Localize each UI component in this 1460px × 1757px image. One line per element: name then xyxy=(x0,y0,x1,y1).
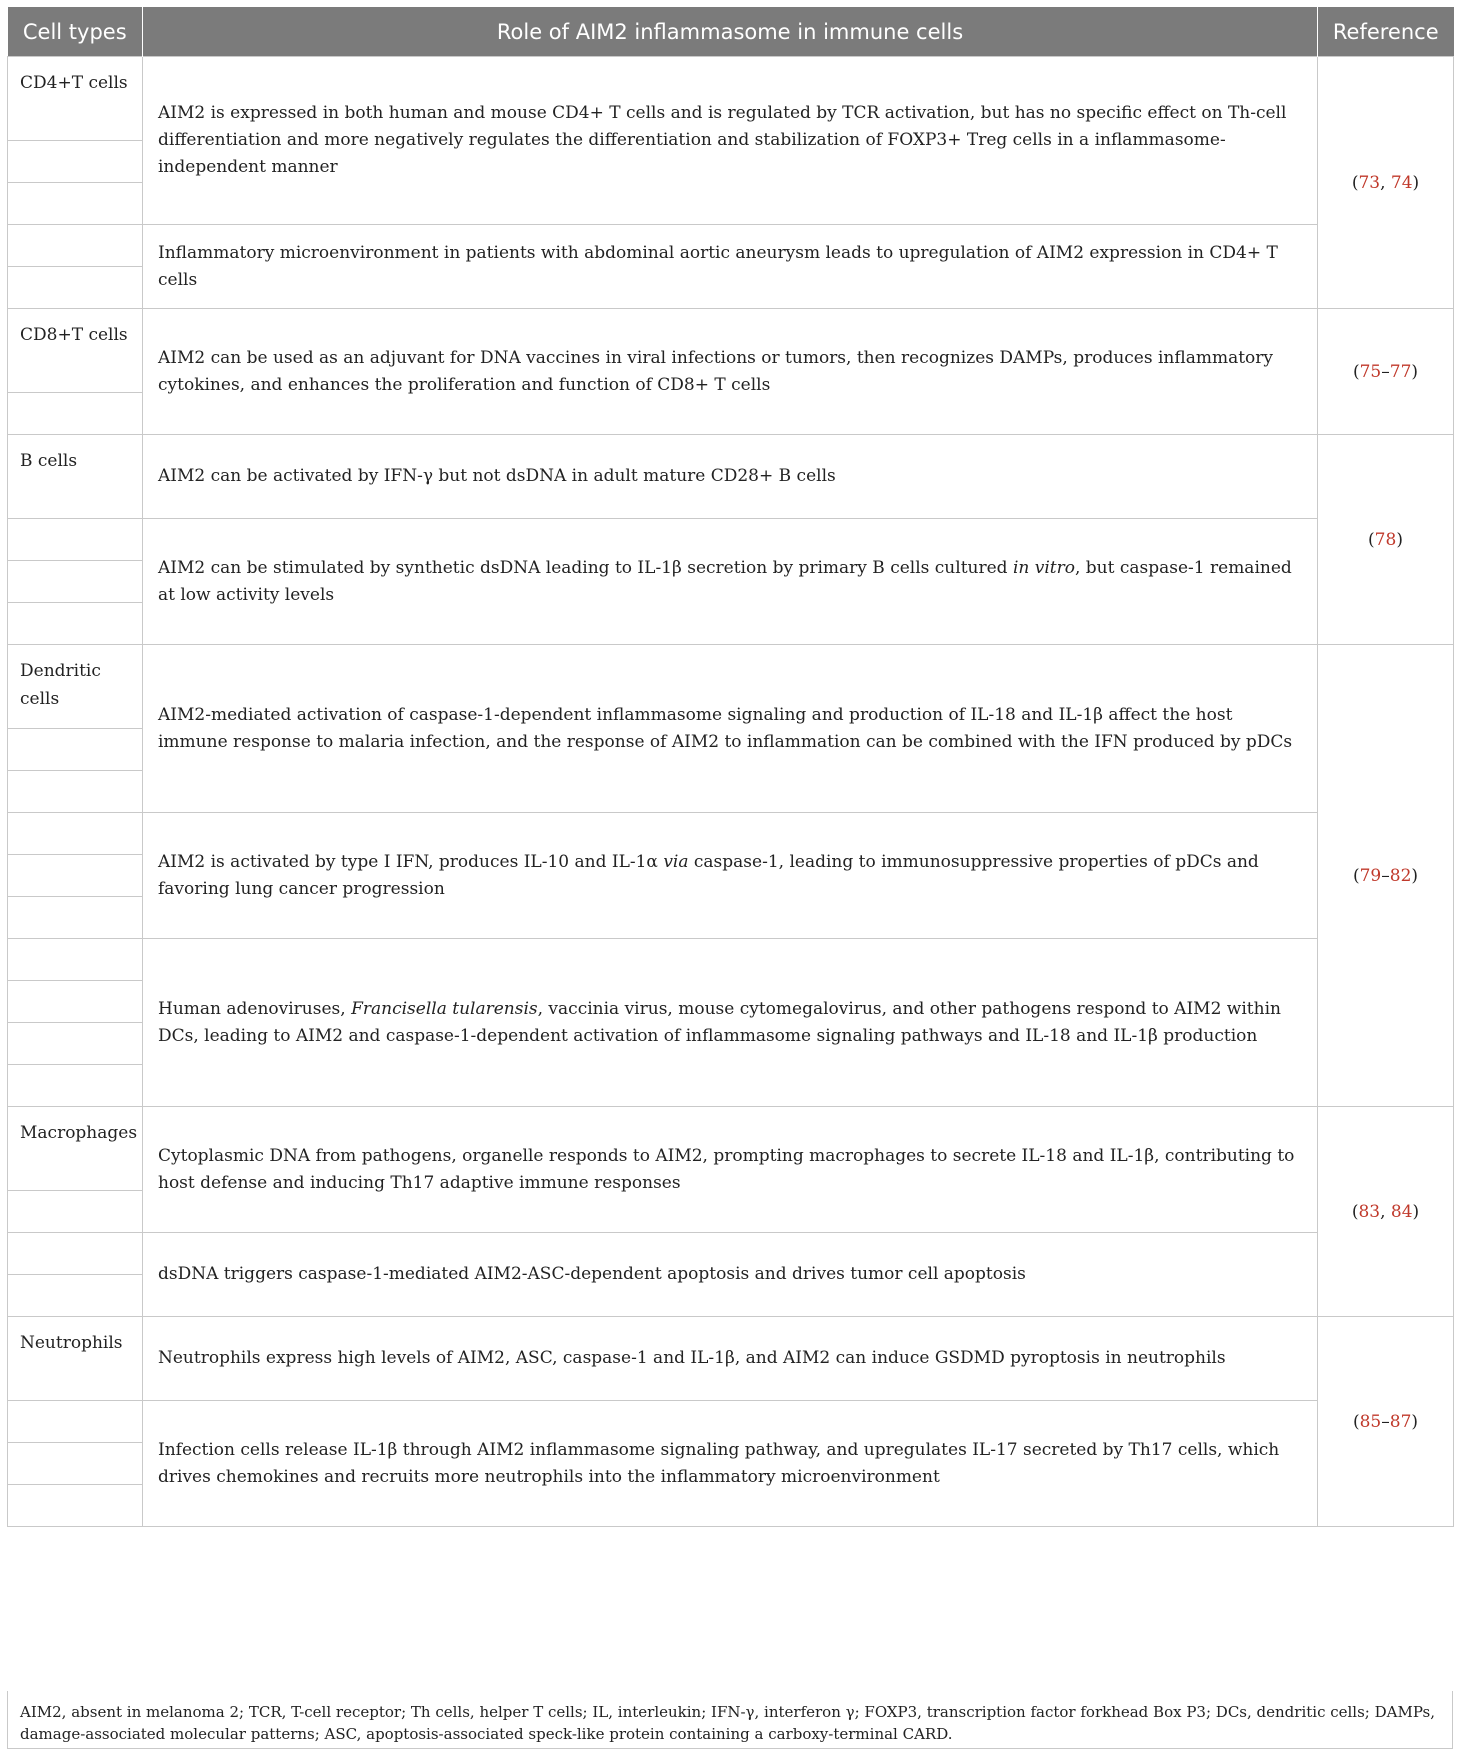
role-description: AIM2 can be used as an adjuvant for DNA vaccines in viral infections or tumors, then recognizes DAMPs, produces inflammatory cytokines, and enhances the proliferation and function of CD8+ T cells xyxy=(143,309,1318,435)
cell-type-empty xyxy=(8,225,143,267)
table-row xyxy=(8,813,1454,855)
reference-link[interactable]: 79 xyxy=(1359,865,1382,886)
table-row xyxy=(8,435,1454,477)
reference-cell: (83, 84) xyxy=(1318,1107,1454,1317)
cell-type-empty xyxy=(8,183,143,225)
role-description: AIM2 can be stimulated by synthetic dsDNA leading to IL-1β secretion by primary B cells cultured in vitro, but caspase-1 remained at low activity levels xyxy=(143,519,1318,645)
cell-type-empty xyxy=(8,1275,143,1317)
header-role: Role of AIM2 inflammasome in immune cells xyxy=(143,7,1318,57)
table-row xyxy=(8,645,1454,687)
reference-link[interactable]: 82 xyxy=(1389,865,1412,886)
cell-type-empty xyxy=(8,855,143,897)
table-body xyxy=(8,57,1454,1527)
reference-cell: (73, 74) xyxy=(1318,57,1454,309)
role-description: AIM2 is expressed in both human and mouse CD4+ T cells and is regulated by TCR activation, but has no specific effect on Th-cell differentiation and more negatively regulates the differentiation and stabilization of FOXP3+ Treg cells in a inflammasome-independent manner xyxy=(143,57,1318,225)
role-description: Cytoplasmic DNA from pathogens, organelle responds to AIM2, prompting macrophages to secrete IL-18 and IL-1β, contributing to host defense and inducing Th17 adaptive immune responses xyxy=(143,1107,1318,1233)
role-description: Infection cells release IL-1β through AIM2 inflammasome signaling pathway, and upregulates IL-17 secreted by Th17 cells, which drives chemokines and recruits more neutrophils into the inflammatory microenvironment xyxy=(143,1401,1318,1527)
header-reference: Reference xyxy=(1318,7,1454,57)
cell-type-empty xyxy=(8,1191,143,1233)
reference-link[interactable]: 77 xyxy=(1389,361,1412,382)
reference-link[interactable]: 73 xyxy=(1358,172,1381,193)
role-description: AIM2-mediated activation of caspase-1-dependent inflammasome signaling and production of IL-18 and IL-1β affect the host immune response to malaria infection, and the response of AIM2 to inflammation can be combined with the IFN produced by pDCs xyxy=(143,645,1318,813)
cell-type-empty xyxy=(8,729,143,771)
table-footnote: AIM2, absent in melanoma 2; TCR, T-cell receptor; Th cells, helper T cells; IL, interleukin; IFN-γ, interferon γ; FOXP3, transcription factor forkhead Box P3; DCs, dendritic cells; DAMPs, damage-associated molecular patterns; ASC, apoptosis-associated speck-like protein containing a carboxy-terminal CARD. xyxy=(7,1691,1453,1749)
cell-type-empty xyxy=(8,813,143,855)
cell-type-name: CD8+T cells xyxy=(8,309,143,393)
cell-type-empty xyxy=(8,393,143,435)
reference-link[interactable]: 74 xyxy=(1390,172,1413,193)
cell-type-empty xyxy=(8,1485,143,1527)
role-description: Inflammatory microenvironment in patients with abdominal aortic aneurysm leads to upregulation of AIM2 expression in CD4+ T cells xyxy=(143,225,1318,309)
cell-type-empty xyxy=(8,897,143,939)
table-row xyxy=(8,1401,1454,1443)
table-row xyxy=(8,309,1454,351)
cell-type-name: Neutrophils xyxy=(8,1317,143,1401)
reference-link[interactable]: 87 xyxy=(1389,1411,1412,1432)
aim2-immune-cells-table xyxy=(7,7,1454,1527)
reference-cell: (75–77) xyxy=(1318,309,1454,435)
role-description: AIM2 can be activated by IFN-γ but not dsDNA in adult mature CD28+ B cells xyxy=(143,435,1318,519)
table-row xyxy=(8,1233,1454,1275)
cell-type-empty xyxy=(8,1233,143,1275)
cell-type-empty xyxy=(8,1401,143,1443)
table-row xyxy=(8,519,1454,561)
table-row xyxy=(8,225,1454,267)
table-row xyxy=(8,1107,1454,1149)
reference-link[interactable]: 78 xyxy=(1374,529,1397,550)
cell-type-empty xyxy=(8,519,143,561)
table-figure xyxy=(7,7,1453,1749)
cell-type-empty xyxy=(8,1443,143,1485)
reference-cell: (85–87) xyxy=(1318,1317,1454,1527)
table-header-row xyxy=(8,7,1454,57)
cell-type-empty xyxy=(8,1023,143,1065)
table-row xyxy=(8,1317,1454,1359)
cell-type-empty xyxy=(8,1065,143,1107)
cell-type-name: Macrophages xyxy=(8,1107,143,1191)
cell-type-empty xyxy=(8,981,143,1023)
role-description: Neutrophils express high levels of AIM2, ASC, caspase-1 and IL-1β, and AIM2 can induce GSDMD pyroptosis in neutrophils xyxy=(143,1317,1318,1401)
reference-link[interactable]: 83 xyxy=(1358,1201,1381,1222)
cell-type-empty xyxy=(8,939,143,981)
role-description: AIM2 is activated by type I IFN, produces IL-10 and IL-1α via caspase-1, leading to immunosuppressive properties of pDCs and favoring lung cancer progression xyxy=(143,813,1318,939)
cell-type-name: B cells xyxy=(8,435,143,519)
header-cell-types: Cell types xyxy=(8,7,143,57)
role-description: dsDNA triggers caspase-1-mediated AIM2-ASC-dependent apoptosis and drives tumor cell apoptosis xyxy=(143,1233,1318,1317)
cell-type-empty xyxy=(8,561,143,603)
cell-type-name: Dendritic cells xyxy=(8,645,143,729)
cell-type-empty xyxy=(8,771,143,813)
role-description: Human adenoviruses, Francisella tularensis, vaccinia virus, mouse cytomegalovirus, and other pathogens respond to AIM2 within DCs, leading to AIM2 and caspase-1-dependent activation of inflammasome signaling pathways and IL-18 and IL-1β production xyxy=(143,939,1318,1107)
cell-type-name: CD4+T cells xyxy=(8,57,143,141)
table-row xyxy=(8,939,1454,981)
reference-link[interactable]: 84 xyxy=(1390,1201,1413,1222)
cell-type-empty xyxy=(8,141,143,183)
reference-link[interactable]: 75 xyxy=(1359,361,1382,382)
cell-type-empty xyxy=(8,603,143,645)
reference-cell: (78) xyxy=(1318,435,1454,645)
reference-link[interactable]: 85 xyxy=(1359,1411,1382,1432)
cell-type-empty xyxy=(8,267,143,309)
reference-cell: (79–82) xyxy=(1318,645,1454,1107)
table-row xyxy=(8,57,1454,99)
